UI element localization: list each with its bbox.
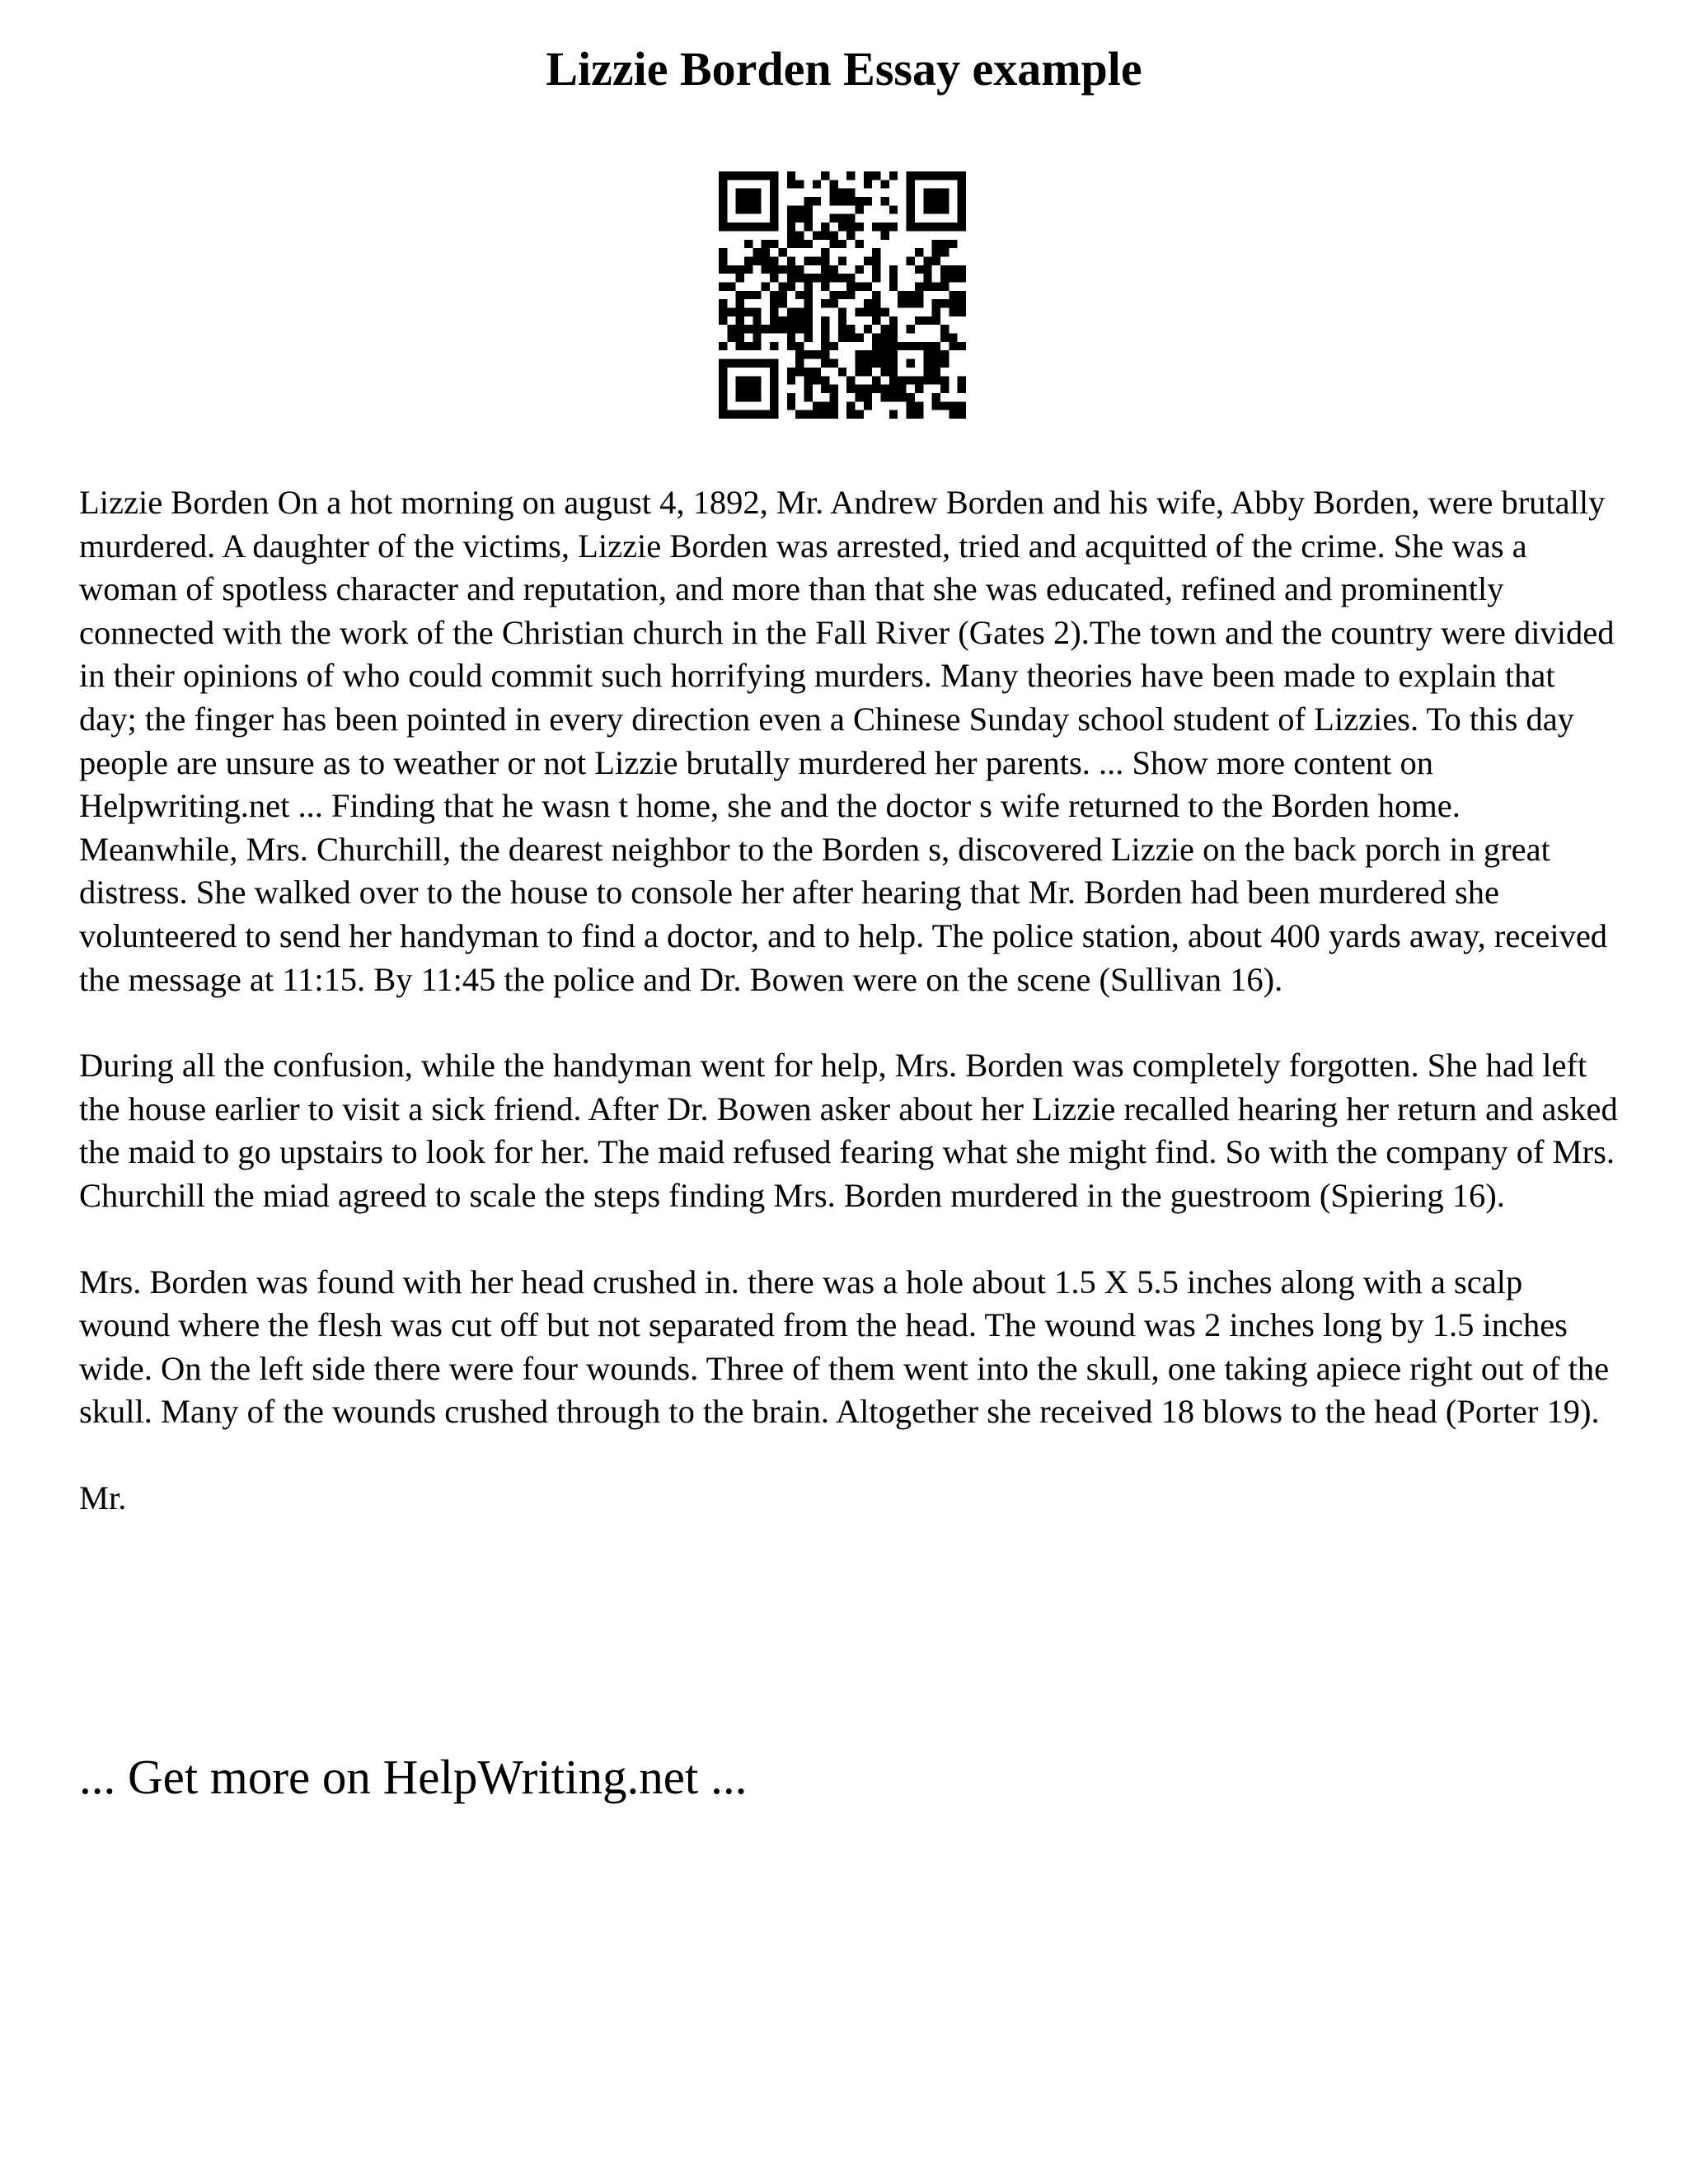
paragraph-3: Mrs. Borden was found with her head crushed in. there was a hole about 1.5 X 5.5 inches along with a scalp wound where the flesh was cut off but not separated from the head. The wound was 2 inches long by 1.5 inches wide. On the left side there were four wounds. Three of them went into the skull, one taking apiece right out of the skull. Many of the wounds crushed through to the brain. Altogether she received 18 blows to the head (Porter 19). (79, 1263, 1610, 1431)
page-title: Lizzie Borden Essay example (546, 42, 1142, 96)
essay-body (79, 481, 1620, 1563)
get-more-link[interactable]: ... Get more on HelpWriting.net ... (79, 1750, 748, 1804)
paragraph-1: Lizzie Borden On a hot morning on august 4, 1892, Mr. Andrew Borden and his wife, Abby Borden, were brutally murdered. A daughter of the victims, Lizzie Borden was arrested, tried and acquitted of the crime. She was a woman of spotless character and reputation, and more than that she was educated, refined and prominently connected with the work of the Christian church in the Fall River (Gates 2).The town and the country were divided in their opinions of who could commit such horrifying murders. Many theories have been made to explain that day; the finger has been pointed in every direction even a Chinese Sunday school student of Lizzies. To this day people are unsure as to weather or not Lizzie brutally murdered her parents. ... Show more content on Helpwriting.net ... Finding that he wasn t home, she and the doctor s wife returned to the Borden home. Meanwhile, Mrs. Churchill, the dearest neighbor to the Borden s, discovered Lizzie on the back porch in great distress. She walked over to the house to console her after hearing that Mr. Borden had been murdered she volunteered to send her handyman to find a doctor, and to help. The police station, about 400 yards away, received the message at 11:15. By 11:45 the police and Dr. Bowen were on the scene (Sullivan 16). (79, 484, 1615, 998)
paragraph-4: Mr. (79, 1479, 127, 1516)
paragraph-2: During all the confusion, while the handyman went for help, Mrs. Borden was completely forgotten. She had left the house earlier to visit a sick friend. After Dr. Bowen asker about her Lizzie recalled hearing her return and asked the maid to go upstairs to look for her. The maid refused fearing what she might find. So with the company of Mrs. Churchill the miad agreed to scale the steps finding Mrs. Borden murdered in the guestroom (Spiering 16). (79, 1047, 1618, 1214)
qr-code-icon (719, 171, 966, 419)
